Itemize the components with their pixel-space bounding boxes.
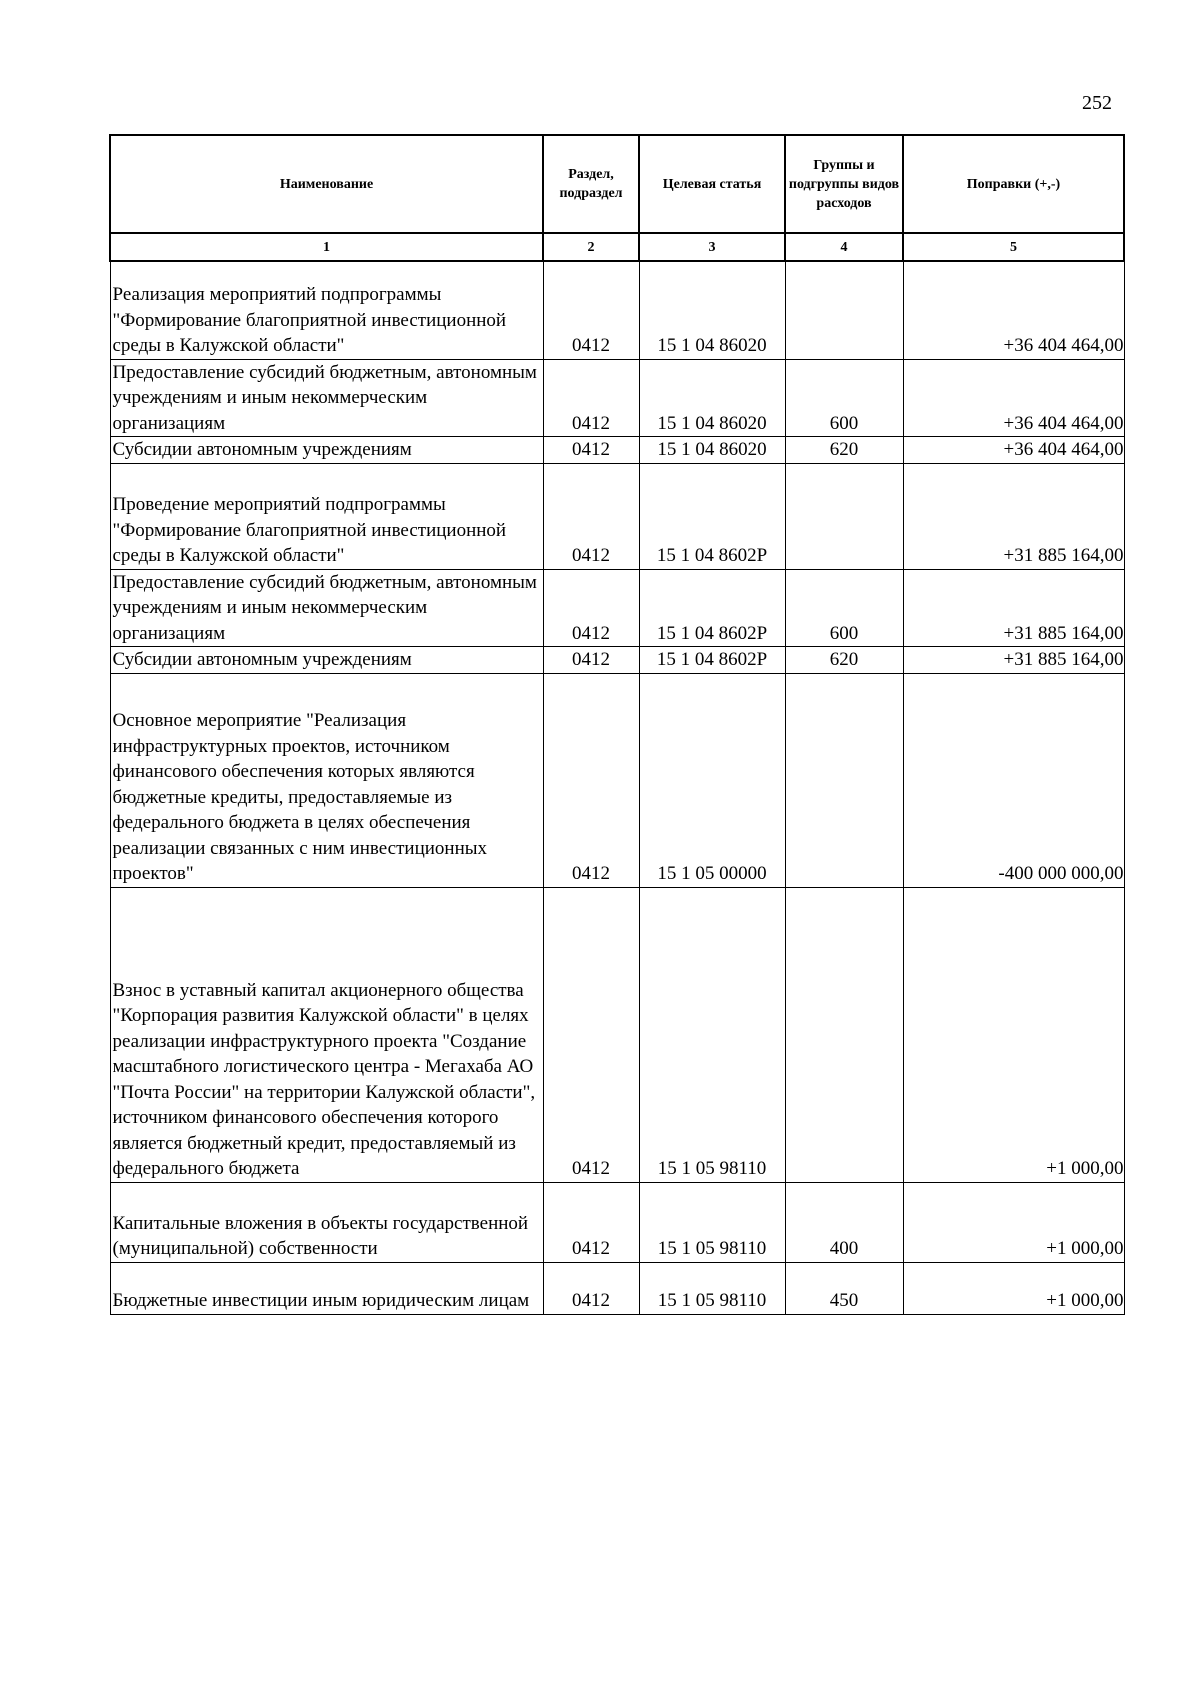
row-section: 0412 <box>543 1262 639 1314</box>
row-name: Основное мероприятие "Реализация инфраструктурных проектов, источником финансового обеспечения которых являются бюджетные кредиты, предоставляемые из федерального бюджета в целях обеспечения реализации связанных с ним инвестиционных проектов" <box>110 673 543 887</box>
row-amount: +1 000,00 <box>903 887 1124 1182</box>
row-name: Предоставление субсидий бюджетным, автономным учреждениям и иным некоммерческим организациям <box>110 359 543 437</box>
header-section: Раздел, подраздел <box>543 135 639 233</box>
row-amount: +31 885 164,00 <box>903 647 1124 674</box>
table-row <box>110 1182 1124 1262</box>
table-row <box>110 887 1124 1182</box>
row-section: 0412 <box>543 1182 639 1262</box>
table-header-row <box>110 135 1124 233</box>
row-section: 0412 <box>543 673 639 887</box>
row-section: 0412 <box>543 569 639 647</box>
row-amount: -400 000 000,00 <box>903 673 1124 887</box>
row-expense-group: 450 <box>785 1262 903 1314</box>
row-amount: +1 000,00 <box>903 1182 1124 1262</box>
row-name: Проведение мероприятий подпрограммы "Формирование благоприятной инвестиционной среды в Калужской области" <box>110 463 543 569</box>
table-row <box>110 1262 1124 1314</box>
column-number: 2 <box>543 233 639 261</box>
column-number: 3 <box>639 233 785 261</box>
column-number: 4 <box>785 233 903 261</box>
row-expense-group: 620 <box>785 647 903 674</box>
row-expense-group <box>785 673 903 887</box>
header-target-article: Целевая статья <box>639 135 785 233</box>
row-target-article: 15 1 04 8602P <box>639 647 785 674</box>
table-row <box>110 569 1124 647</box>
row-expense-group: 620 <box>785 437 903 464</box>
row-amount: +36 404 464,00 <box>903 359 1124 437</box>
row-target-article: 15 1 04 8602P <box>639 569 785 647</box>
row-expense-group <box>785 887 903 1182</box>
table-row <box>110 463 1124 569</box>
row-amount: +36 404 464,00 <box>903 261 1124 359</box>
row-section: 0412 <box>543 647 639 674</box>
row-name: Субсидии автономным учреждениям <box>110 437 543 464</box>
column-number: 1 <box>110 233 543 261</box>
header-amendments: Поправки (+,-) <box>903 135 1124 233</box>
row-target-article: 15 1 05 98110 <box>639 1182 785 1262</box>
row-target-article: 15 1 05 98110 <box>639 1262 785 1314</box>
row-target-article: 15 1 04 8602P <box>639 463 785 569</box>
row-expense-group <box>785 261 903 359</box>
header-name: Наименование <box>110 135 543 233</box>
page-number: 252 <box>1082 92 1112 114</box>
table-row <box>110 673 1124 887</box>
table-row <box>110 261 1124 359</box>
column-number: 5 <box>903 233 1124 261</box>
row-amount: +31 885 164,00 <box>903 463 1124 569</box>
row-section: 0412 <box>543 463 639 569</box>
row-section: 0412 <box>543 359 639 437</box>
column-number-row <box>110 233 1124 261</box>
row-name: Бюджетные инвестиции иным юридическим лицам <box>110 1262 543 1314</box>
row-section: 0412 <box>543 261 639 359</box>
row-target-article: 15 1 05 00000 <box>639 673 785 887</box>
row-name: Реализация мероприятий подпрограммы "Формирование благоприятной инвестиционной среды в Калужской области" <box>110 261 543 359</box>
row-amount: +36 404 464,00 <box>903 437 1124 464</box>
row-section: 0412 <box>543 437 639 464</box>
row-target-article: 15 1 04 86020 <box>639 261 785 359</box>
row-name: Взнос в уставный капитал акционерного общества "Корпорация развития Калужской области" в целях реализации инфраструктурного проекта "Создание масштабного логистического центра - Мегахаба АО "Почта России" на территории Калужской области", источником финансового обеспечения которого является бюджетный кредит, предоставляемый из федерального бюджета <box>110 887 543 1182</box>
header-expense-group: Группы и подгруппы видов расходов <box>785 135 903 233</box>
row-target-article: 15 1 04 86020 <box>639 359 785 437</box>
row-section: 0412 <box>543 887 639 1182</box>
row-target-article: 15 1 05 98110 <box>639 887 785 1182</box>
row-name: Субсидии автономным учреждениям <box>110 647 543 674</box>
row-target-article: 15 1 04 86020 <box>639 437 785 464</box>
table-row <box>110 359 1124 437</box>
row-name: Капитальные вложения в объекты государственной (муниципальной) собственности <box>110 1182 543 1262</box>
row-amount: +1 000,00 <box>903 1262 1124 1314</box>
row-expense-group <box>785 463 903 569</box>
row-amount: +31 885 164,00 <box>903 569 1124 647</box>
budget-amendments-table <box>109 134 1125 1315</box>
table-row <box>110 437 1124 464</box>
table-row <box>110 647 1124 674</box>
row-name: Предоставление субсидий бюджетным, автономным учреждениям и иным некоммерческим организациям <box>110 569 543 647</box>
row-expense-group: 600 <box>785 359 903 437</box>
row-expense-group: 600 <box>785 569 903 647</box>
row-expense-group: 400 <box>785 1182 903 1262</box>
